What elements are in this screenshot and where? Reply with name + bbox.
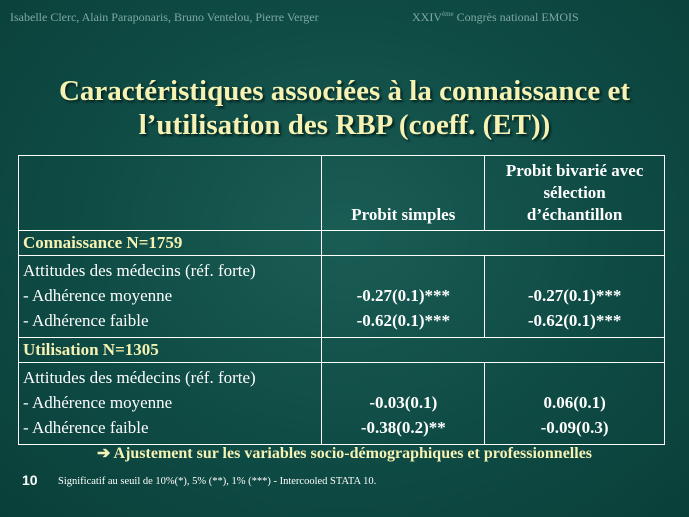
header-probit-bivarie-line: sélection <box>543 183 606 202</box>
header-probit-bivarie <box>485 156 665 231</box>
value-cell-probit-simples <box>322 256 485 338</box>
section-row-connaissance <box>19 231 665 256</box>
congress-name: Congrès national EMOIS <box>453 10 579 24</box>
section-row-utilisation <box>19 338 665 363</box>
slide-title <box>0 74 689 142</box>
congress-superscript: ème <box>442 10 454 18</box>
value: -0.03(0.1) <box>369 393 438 412</box>
results-table <box>18 155 665 445</box>
value: -0.62(0.1)*** <box>356 311 451 330</box>
row-label: - Adhérence moyenne <box>23 286 173 305</box>
title-line-2: l’utilisation des RBP (coeff. (ET)) <box>138 109 551 141</box>
section-title-utilisation: Utilisation N=1305 <box>19 338 322 363</box>
header-probit-bivarie-line: Probit bivarié avec <box>505 161 644 180</box>
value-cell-probit-bivarie <box>485 363 665 445</box>
header-probit-simples: Probit simples <box>322 156 485 231</box>
row-label: - Adhérence faible <box>23 418 149 437</box>
row-label: - Adhérence moyenne <box>23 393 173 412</box>
section-title-connaissance: Connaissance N=1759 <box>19 231 322 256</box>
header-authors: Isabelle Clerc, Alain Paraponaris, Bruno Ventelou, Pierre Verger <box>10 10 319 24</box>
title-line-1: Caractéristiques associées à la connaissance et <box>58 75 631 107</box>
value-cell-probit-simples <box>322 363 485 445</box>
table-row <box>19 363 665 445</box>
adjustment-note-text: Ajustement sur les variables socio-démographiques et professionnelles <box>110 445 593 462</box>
page-number: 10 <box>22 472 38 488</box>
value-cell-probit-bivarie <box>485 256 665 338</box>
section-empty-cell <box>322 338 665 363</box>
arrow-icon: ➔ <box>96 445 111 462</box>
header-congress <box>412 10 579 25</box>
row-label: Attitudes des médecins (réf. forte) <box>23 261 256 280</box>
row-labels <box>19 256 322 338</box>
section-empty-cell <box>322 231 665 256</box>
congress-prefix: XXIV <box>412 10 442 24</box>
row-label: - Adhérence faible <box>23 311 149 330</box>
row-label: Attitudes des médecins (réf. forte) <box>23 368 256 387</box>
row-labels <box>19 363 322 445</box>
header-empty-cell <box>19 156 322 231</box>
value: -0.27(0.1)*** <box>527 286 622 305</box>
value: 0.06(0.1) <box>543 393 606 412</box>
table-header-row <box>19 156 665 231</box>
adjustment-note <box>0 443 689 463</box>
table-row <box>19 256 665 338</box>
value: -0.38(0.2)** <box>360 418 446 437</box>
value: -0.27(0.1)*** <box>356 286 451 305</box>
value: -0.09(0.3) <box>540 418 609 437</box>
header-probit-bivarie-line: d’échantillon <box>526 205 623 224</box>
significance-footnote: Significatif au seuil de 10%(*), 5% (**), 1% (***) - Intercooled STATA 10. <box>58 476 377 487</box>
value: -0.62(0.1)*** <box>527 311 622 330</box>
